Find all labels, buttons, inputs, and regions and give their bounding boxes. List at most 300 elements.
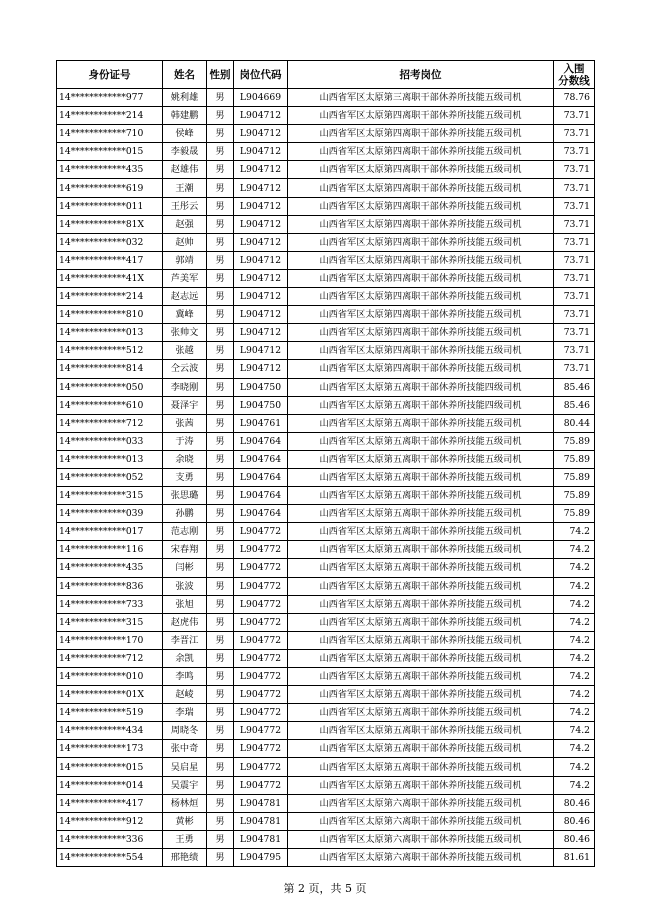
gender-cell: 男 (207, 649, 234, 667)
code-cell: L904772 (234, 704, 288, 722)
position-cell: 山西省军区太原第四离职干部休养所技能五级司机 (288, 143, 554, 161)
position-cell: 山西省军区太原第五离职干部休养所技能五级司机 (288, 414, 554, 432)
code-cell: L904761 (234, 414, 288, 432)
table-row (57, 288, 595, 306)
position-cell: 山西省军区太原第四离职干部休养所技能五级司机 (288, 269, 554, 287)
code-cell: L904764 (234, 487, 288, 505)
id-cell: 14************015 (57, 758, 163, 776)
score-cell: 74.2 (554, 595, 595, 613)
position-cell: 山西省军区太原第三离职干部休养所技能五级司机 (288, 89, 554, 107)
name-cell: 王勇 (163, 830, 207, 848)
code-cell: L904772 (234, 595, 288, 613)
code-cell: L904764 (234, 505, 288, 523)
id-cell: 14************015 (57, 143, 163, 161)
id-cell: 14************315 (57, 613, 163, 631)
table-row (57, 179, 595, 197)
position-cell: 山西省军区太原第五离职干部休养所技能五级司机 (288, 704, 554, 722)
id-cell: 14************014 (57, 776, 163, 794)
table-row (57, 468, 595, 486)
header-row (57, 61, 595, 89)
position-cell: 山西省军区太原第五离职干部休养所技能四级司机 (288, 396, 554, 414)
code-cell: L904772 (234, 577, 288, 595)
score-cell: 73.71 (554, 179, 595, 197)
gender-cell: 男 (207, 269, 234, 287)
code-cell: L904750 (234, 378, 288, 396)
gender-cell: 男 (207, 432, 234, 450)
code-cell: L904712 (234, 179, 288, 197)
table-row (57, 269, 595, 287)
code-cell: L904712 (234, 107, 288, 125)
code-cell: L904750 (234, 396, 288, 414)
name-cell: 仝云波 (163, 360, 207, 378)
id-cell: 14************013 (57, 324, 163, 342)
id-cell: 14************977 (57, 89, 163, 107)
code-cell: L904764 (234, 432, 288, 450)
score-cell: 80.46 (554, 794, 595, 812)
table-row (57, 161, 595, 179)
id-cell: 14************41X (57, 269, 163, 287)
name-cell: 于涛 (163, 432, 207, 450)
code-cell: L904712 (234, 125, 288, 143)
code-cell: L904712 (234, 342, 288, 360)
gender-cell: 男 (207, 107, 234, 125)
position-cell: 山西省军区太原第六离职干部休养所技能五级司机 (288, 812, 554, 830)
page-footer: 第 2 页，共 5 页 (283, 882, 367, 895)
table-body (57, 89, 595, 867)
name-cell: 张旭 (163, 595, 207, 613)
id-cell: 14************710 (57, 125, 163, 143)
name-cell: 张中奇 (163, 740, 207, 758)
table-row (57, 704, 595, 722)
table-row (57, 125, 595, 143)
table-row (57, 107, 595, 125)
name-cell: 周晓冬 (163, 722, 207, 740)
code-cell: L904772 (234, 686, 288, 704)
gender-cell: 男 (207, 342, 234, 360)
position-cell: 山西省军区太原第四离职干部休养所技能五级司机 (288, 161, 554, 179)
id-cell: 14************116 (57, 541, 163, 559)
position-cell: 山西省军区太原第五离职干部休养所技能五级司机 (288, 487, 554, 505)
col-header-position: 招考岗位 (288, 61, 554, 89)
table-row (57, 559, 595, 577)
table-row (57, 649, 595, 667)
gender-cell: 男 (207, 668, 234, 686)
score-cell: 74.2 (554, 722, 595, 740)
gender-cell: 男 (207, 595, 234, 613)
gender-cell: 男 (207, 197, 234, 215)
id-cell: 14************173 (57, 740, 163, 758)
col-header-code: 岗位代码 (234, 61, 288, 89)
table-row (57, 89, 595, 107)
gender-cell: 男 (207, 758, 234, 776)
code-cell: L904772 (234, 631, 288, 649)
position-cell: 山西省军区太原第五离职干部休养所技能五级司机 (288, 649, 554, 667)
table-row (57, 360, 595, 378)
table-row (57, 776, 595, 794)
position-cell: 山西省军区太原第五离职干部休养所技能五级司机 (288, 686, 554, 704)
position-cell: 山西省军区太原第五离职干部休养所技能五级司机 (288, 595, 554, 613)
name-cell: 冀峰 (163, 306, 207, 324)
gender-cell: 男 (207, 378, 234, 396)
score-cell: 73.71 (554, 324, 595, 342)
name-cell: 张越 (163, 342, 207, 360)
score-cell: 85.46 (554, 396, 595, 414)
score-cell: 73.71 (554, 251, 595, 269)
id-cell: 14************170 (57, 631, 163, 649)
name-cell: 赵雄伟 (163, 161, 207, 179)
id-cell: 14************733 (57, 595, 163, 613)
code-cell: L904712 (234, 233, 288, 251)
gender-cell: 男 (207, 577, 234, 595)
gender-cell: 男 (207, 450, 234, 468)
id-cell: 14************01X (57, 686, 163, 704)
gender-cell: 男 (207, 812, 234, 830)
table-row (57, 324, 595, 342)
position-cell: 山西省军区太原第五离职干部休养所技能五级司机 (288, 758, 554, 776)
position-cell: 山西省军区太原第六离职干部休养所技能五级司机 (288, 794, 554, 812)
gender-cell: 男 (207, 613, 234, 631)
gender-cell: 男 (207, 631, 234, 649)
table-row (57, 631, 595, 649)
position-cell: 山西省军区太原第五离职干部休养所技能五级司机 (288, 613, 554, 631)
score-cell: 74.2 (554, 776, 595, 794)
score-cell: 73.71 (554, 125, 595, 143)
gender-cell: 男 (207, 740, 234, 758)
score-cell: 74.2 (554, 559, 595, 577)
code-cell: L904781 (234, 812, 288, 830)
code-cell: L904772 (234, 758, 288, 776)
name-cell: 韩建鹏 (163, 107, 207, 125)
name-cell: 李毅晟 (163, 143, 207, 161)
code-cell: L904712 (234, 269, 288, 287)
score-cell: 74.2 (554, 686, 595, 704)
gender-cell: 男 (207, 848, 234, 866)
table-row (57, 758, 595, 776)
table-row (57, 251, 595, 269)
score-cell: 73.71 (554, 107, 595, 125)
id-cell: 14************912 (57, 812, 163, 830)
name-cell: 郭靖 (163, 251, 207, 269)
position-cell: 山西省军区太原第四离职干部休养所技能五级司机 (288, 197, 554, 215)
table-row (57, 541, 595, 559)
position-cell: 山西省军区太原第五离职干部休养所技能五级司机 (288, 523, 554, 541)
table-row (57, 450, 595, 468)
code-cell: L904712 (234, 161, 288, 179)
id-cell: 14************435 (57, 559, 163, 577)
table-row (57, 595, 595, 613)
gender-cell: 男 (207, 686, 234, 704)
id-cell: 14************050 (57, 378, 163, 396)
gender-cell: 男 (207, 360, 234, 378)
gender-cell: 男 (207, 541, 234, 559)
col-header-id: 身份证号 (57, 61, 163, 89)
gender-cell: 男 (207, 794, 234, 812)
results-table (56, 60, 595, 867)
score-cell: 74.2 (554, 577, 595, 595)
id-cell: 14************052 (57, 468, 163, 486)
gender-cell: 男 (207, 288, 234, 306)
score-cell: 80.46 (554, 830, 595, 848)
id-cell: 14************214 (57, 107, 163, 125)
position-cell: 山西省军区太原第四离职干部休养所技能五级司机 (288, 360, 554, 378)
col-header-name: 姓名 (163, 61, 207, 89)
name-cell: 张茜 (163, 414, 207, 432)
name-cell: 张波 (163, 577, 207, 595)
position-cell: 山西省军区太原第四离职干部休养所技能五级司机 (288, 288, 554, 306)
table-row (57, 722, 595, 740)
position-cell: 山西省军区太原第五离职干部休养所技能五级司机 (288, 631, 554, 649)
name-cell: 李晓刚 (163, 378, 207, 396)
gender-cell: 男 (207, 830, 234, 848)
score-cell: 73.71 (554, 360, 595, 378)
id-cell: 14************417 (57, 251, 163, 269)
gender-cell: 男 (207, 89, 234, 107)
table-row (57, 577, 595, 595)
name-cell: 杨林烜 (163, 794, 207, 812)
name-cell: 孙鹏 (163, 505, 207, 523)
score-cell: 74.2 (554, 758, 595, 776)
id-cell: 14************434 (57, 722, 163, 740)
table-row (57, 794, 595, 812)
position-cell: 山西省军区太原第五离职干部休养所技能五级司机 (288, 450, 554, 468)
score-cell: 73.71 (554, 143, 595, 161)
table-row (57, 668, 595, 686)
id-cell: 14************315 (57, 487, 163, 505)
name-cell: 王彤云 (163, 197, 207, 215)
name-cell: 李瑞 (163, 704, 207, 722)
position-cell: 山西省军区太原第五离职干部休养所技能五级司机 (288, 432, 554, 450)
position-cell: 山西省军区太原第五离职干部休养所技能五级司机 (288, 468, 554, 486)
position-cell: 山西省军区太原第四离职干部休养所技能五级司机 (288, 215, 554, 233)
name-cell: 余凯 (163, 649, 207, 667)
position-cell: 山西省军区太原第六离职干部休养所技能五级司机 (288, 848, 554, 866)
position-cell: 山西省军区太原第五离职干部休养所技能五级司机 (288, 505, 554, 523)
score-cell: 73.71 (554, 269, 595, 287)
score-cell: 75.89 (554, 432, 595, 450)
gender-cell: 男 (207, 559, 234, 577)
position-cell: 山西省军区太原第五离职干部休养所技能五级司机 (288, 668, 554, 686)
code-cell: L904712 (234, 324, 288, 342)
name-cell: 王潮 (163, 179, 207, 197)
id-cell: 14************81X (57, 215, 163, 233)
score-cell: 73.71 (554, 197, 595, 215)
name-cell: 范志刚 (163, 523, 207, 541)
score-cell: 74.2 (554, 740, 595, 758)
position-cell: 山西省军区太原第四离职干部休养所技能五级司机 (288, 107, 554, 125)
id-cell: 14************810 (57, 306, 163, 324)
name-cell: 赵崚 (163, 686, 207, 704)
table-row (57, 414, 595, 432)
code-cell: L904772 (234, 649, 288, 667)
code-cell: L904772 (234, 740, 288, 758)
position-cell: 山西省军区太原第五离职干部休养所技能四级司机 (288, 378, 554, 396)
gender-cell: 男 (207, 125, 234, 143)
position-cell: 山西省军区太原第五离职干部休养所技能五级司机 (288, 541, 554, 559)
id-cell: 14************519 (57, 704, 163, 722)
name-cell: 赵虎伟 (163, 613, 207, 631)
score-cell: 74.2 (554, 631, 595, 649)
name-cell: 邢艳绩 (163, 848, 207, 866)
table-row (57, 378, 595, 396)
position-cell: 山西省军区太原第四离职干部休养所技能五级司机 (288, 233, 554, 251)
name-cell: 支勇 (163, 468, 207, 486)
table-row (57, 505, 595, 523)
code-cell: L904712 (234, 215, 288, 233)
id-cell: 14************010 (57, 668, 163, 686)
score-cell: 73.71 (554, 161, 595, 179)
table-row (57, 396, 595, 414)
name-cell: 吴震宇 (163, 776, 207, 794)
name-cell: 姚利雄 (163, 89, 207, 107)
score-cell: 73.71 (554, 306, 595, 324)
score-cell: 74.2 (554, 523, 595, 541)
code-cell: L904772 (234, 541, 288, 559)
code-cell: L904764 (234, 468, 288, 486)
score-cell: 74.2 (554, 613, 595, 631)
name-cell: 赵志远 (163, 288, 207, 306)
name-cell: 宋春翔 (163, 541, 207, 559)
code-cell: L904772 (234, 559, 288, 577)
id-cell: 14************512 (57, 342, 163, 360)
name-cell: 侯峰 (163, 125, 207, 143)
name-cell: 赵强 (163, 215, 207, 233)
id-cell: 14************214 (57, 288, 163, 306)
gender-cell: 男 (207, 396, 234, 414)
name-cell: 闫彬 (163, 559, 207, 577)
position-cell: 山西省军区太原第六离职干部休养所技能五级司机 (288, 830, 554, 848)
score-cell: 73.71 (554, 288, 595, 306)
score-cell: 81.61 (554, 848, 595, 866)
id-cell: 14************033 (57, 432, 163, 450)
gender-cell: 男 (207, 143, 234, 161)
score-cell: 75.89 (554, 468, 595, 486)
position-cell: 山西省军区太原第四离职干部休养所技能五级司机 (288, 179, 554, 197)
name-cell: 张思璐 (163, 487, 207, 505)
gender-cell: 男 (207, 704, 234, 722)
id-cell: 14************554 (57, 848, 163, 866)
position-cell: 山西省军区太原第五离职干部休养所技能五级司机 (288, 559, 554, 577)
code-cell: L904781 (234, 794, 288, 812)
table-row (57, 830, 595, 848)
gender-cell: 男 (207, 215, 234, 233)
gender-cell: 男 (207, 179, 234, 197)
score-cell: 74.2 (554, 704, 595, 722)
gender-cell: 男 (207, 414, 234, 432)
id-cell: 14************017 (57, 523, 163, 541)
id-cell: 14************814 (57, 360, 163, 378)
gender-cell: 男 (207, 487, 234, 505)
id-cell: 14************712 (57, 649, 163, 667)
name-cell: 李鸣 (163, 668, 207, 686)
code-cell: L904712 (234, 288, 288, 306)
position-cell: 山西省军区太原第四离职干部休养所技能五级司机 (288, 251, 554, 269)
id-cell: 14************013 (57, 450, 163, 468)
score-cell: 85.46 (554, 378, 595, 396)
table-row (57, 143, 595, 161)
gender-cell: 男 (207, 523, 234, 541)
col-header-score: 入围 分数线 (554, 61, 595, 89)
score-cell: 74.2 (554, 649, 595, 667)
position-cell: 山西省军区太原第四离职干部休养所技能五级司机 (288, 306, 554, 324)
position-cell: 山西省军区太原第五离职干部休养所技能五级司机 (288, 740, 554, 758)
id-cell: 14************417 (57, 794, 163, 812)
score-cell: 74.2 (554, 668, 595, 686)
code-cell: L904712 (234, 143, 288, 161)
gender-cell: 男 (207, 251, 234, 269)
name-cell: 李晋江 (163, 631, 207, 649)
code-cell: L904764 (234, 450, 288, 468)
table-row (57, 523, 595, 541)
score-cell: 75.89 (554, 450, 595, 468)
gender-cell: 男 (207, 161, 234, 179)
name-cell: 芦美军 (163, 269, 207, 287)
col-header-gender: 性别 (207, 61, 234, 89)
id-cell: 14************712 (57, 414, 163, 432)
score-cell: 74.2 (554, 541, 595, 559)
id-cell: 14************435 (57, 161, 163, 179)
gender-cell: 男 (207, 722, 234, 740)
code-cell: L904712 (234, 306, 288, 324)
score-cell: 73.71 (554, 342, 595, 360)
table-row (57, 342, 595, 360)
table-row (57, 487, 595, 505)
name-cell: 赵帅 (163, 233, 207, 251)
code-cell: L904772 (234, 776, 288, 794)
table-row (57, 740, 595, 758)
score-cell: 75.89 (554, 487, 595, 505)
code-cell: L904712 (234, 197, 288, 215)
code-cell: L904795 (234, 848, 288, 866)
score-cell: 80.46 (554, 812, 595, 830)
code-cell: L904781 (234, 830, 288, 848)
table-row (57, 812, 595, 830)
id-cell: 14************032 (57, 233, 163, 251)
gender-cell: 男 (207, 324, 234, 342)
code-cell: L904712 (234, 360, 288, 378)
gender-cell: 男 (207, 505, 234, 523)
table-row (57, 215, 595, 233)
table-row (57, 686, 595, 704)
code-cell: L904772 (234, 668, 288, 686)
id-cell: 14************336 (57, 830, 163, 848)
code-cell: L904772 (234, 722, 288, 740)
gender-cell: 男 (207, 233, 234, 251)
code-cell: L904669 (234, 89, 288, 107)
score-cell: 75.89 (554, 505, 595, 523)
name-cell: 吴启星 (163, 758, 207, 776)
score-cell: 80.44 (554, 414, 595, 432)
code-cell: L904772 (234, 523, 288, 541)
gender-cell: 男 (207, 468, 234, 486)
id-cell: 14************836 (57, 577, 163, 595)
position-cell: 山西省军区太原第四离职干部休养所技能五级司机 (288, 342, 554, 360)
code-cell: L904772 (234, 613, 288, 631)
score-cell: 73.71 (554, 233, 595, 251)
id-cell: 14************039 (57, 505, 163, 523)
position-cell: 山西省军区太原第五离职干部休养所技能五级司机 (288, 577, 554, 595)
position-cell: 山西省军区太原第五离职干部休养所技能五级司机 (288, 722, 554, 740)
table-row (57, 613, 595, 631)
table-row (57, 306, 595, 324)
position-cell: 山西省军区太原第四离职干部休养所技能五级司机 (288, 125, 554, 143)
name-cell: 余晓 (163, 450, 207, 468)
position-cell: 山西省军区太原第四离职干部休养所技能五级司机 (288, 324, 554, 342)
id-cell: 14************610 (57, 396, 163, 414)
score-cell: 78.76 (554, 89, 595, 107)
table-row (57, 197, 595, 215)
id-cell: 14************619 (57, 179, 163, 197)
code-cell: L904712 (234, 251, 288, 269)
